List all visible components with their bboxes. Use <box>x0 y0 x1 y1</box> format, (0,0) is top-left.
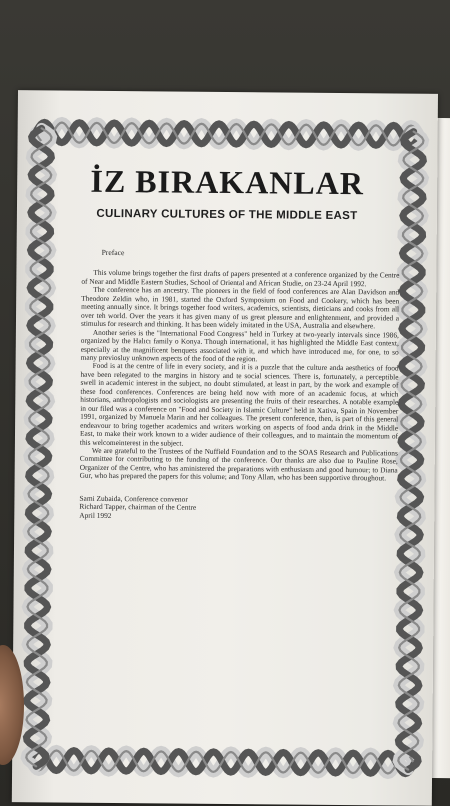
paragraph-1: This volume brings together the first drafts of papers presented at a conference organized by the Centre of Near and Middle Eastern Studies, School of Oriental and African Studie, on 23-24 April 1992. <box>81 268 400 289</box>
signature-line-3: April 1992 <box>79 510 112 520</box>
paragraph-4: Food is at the centre of life in every society, and it is a puzzle that the culture anda aesthetics of food have been relegated to the margins in history and te social sciences. There is, fortunately, a perceptible swell in academic interest in the subject, no doubt stimulated, at least in part, by the work and example of these food conferences. Conferences are being held now with more of an academic focus, at which historians, anthropologists and sociologists are presenting the fruits of their researches. A notable example in our filed was a conference on "Food and Society in Islamic Culture" held in Xativa, Spain in November 1991, organized by Manuela Marin and her colleagues. The present conference, then, is part of this general endeavour to bring together academics and writers working on aspects of food anda drink in the Middle East, to make their work known to a wider audience of their colleagues, and to maintain the momentum of this welcomeinterest in the subject. <box>79 361 399 448</box>
paragraph-3: Another series is the "International Food Congress" held in Turkey at two-yearly intervals since 1986, organized by the Halıcı family o Konya. Though international, it has highlighted the Middle East context, especially at the magnificent benquets associated with it, and which have introduced me, for one, to so many previosluy unknown aspects of the food of the region. <box>80 327 399 364</box>
paragraph-5: We are grateful to the Trustees of the Nuffield Foundation and to the SOAS Research and Publications Committee for contributing to the funding of the conference. Our thanks are also due to Pauline Rose, Organizer of the Centre, who has aministered the preparations with enthusiasm and good humour; to Diana Gur, who has prepared the papers for this volume; and Tony Allan, who has been supportive throughout. <box>79 445 398 483</box>
signature-line-2: Richard Tapper, chairman of the Centre <box>79 502 197 513</box>
document-page <box>12 90 438 806</box>
preface-heading: Preface <box>101 247 125 258</box>
document-subtitle: CULINARY CULTURES OF THE MIDDLE EAST <box>96 207 358 223</box>
document-title: İZ BIRAKANLAR <box>90 162 365 202</box>
signature-block <box>79 495 397 524</box>
signature-line-1: Sami Zubaida, Conference convenor <box>79 493 188 504</box>
body-text <box>79 249 399 523</box>
paragraph-2: The conference has an ancestry. The pioneers in the field of food conferences are Alan Davidson and Theodore Zeldin who, in 1981, started the Oxford Symposium on Food and Cookery, which has been meeting annually since. It brings together food writers, academics, scientists, dieticians and cooks from all over teh world. Over the years it has given many of us great pleasure and enlightenment, and provided a stimulus for research and thinking. It has been widely imitated in the USA, Australia and elsewhere. <box>80 285 400 331</box>
